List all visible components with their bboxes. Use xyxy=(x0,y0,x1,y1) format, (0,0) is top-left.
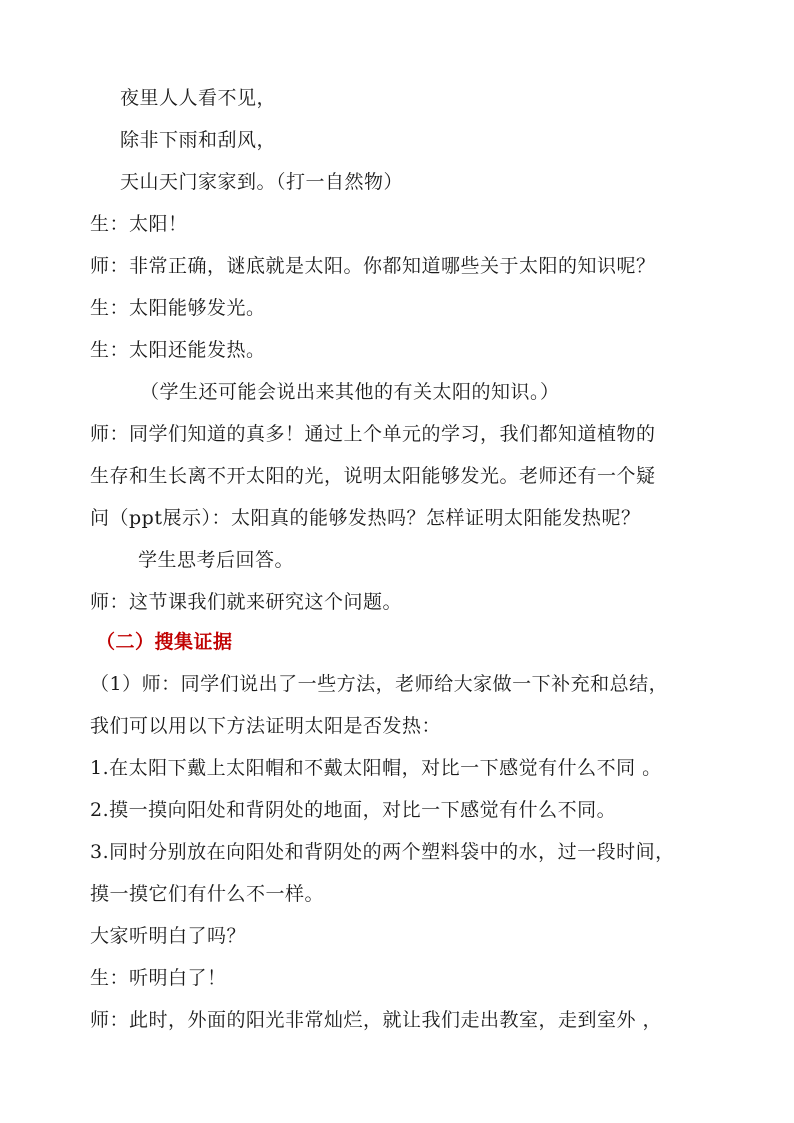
student-answer-3: 生：太阳还能发热。 xyxy=(90,339,266,361)
student-answer-2: 生：太阳能够发光。 xyxy=(90,297,266,319)
question-line: 大家听明白了吗？ xyxy=(90,925,247,947)
teacher-line-3: 师：这节课我们就来研究这个问题。 xyxy=(90,591,403,613)
riddle-line-2: 除非下雨和刮风， xyxy=(120,129,277,151)
method-item-2: 2.摸一摸向阳处和背阴处的地面，对比一下感觉有什么不同。 xyxy=(90,799,617,821)
student-answer-4: 生：听明白了！ xyxy=(90,967,227,989)
student-answer-1: 生：太阳！ xyxy=(90,213,188,235)
riddle-line-1: 夜里人人看不见， xyxy=(120,87,277,109)
note-line: （学生还可能会说出来其他的有关太阳的知识。） xyxy=(140,381,560,403)
riddle-line-3: 天山天门家家到。（打一自然物） xyxy=(120,171,404,193)
method-item-3b: 摸一摸它们有什么不一样。 xyxy=(90,883,325,905)
teacher-line-4b: 我们可以用以下方法证明太阳是否发热： xyxy=(90,715,442,737)
teacher-line-2c: 问（ppt展示）：太阳真的能够发热吗？怎样证明太阳能发热呢？ xyxy=(90,507,641,529)
teacher-line-5: 师：此时，外面的阳光非常灿烂，就让我们走出教室，走到室外 ， xyxy=(90,1009,663,1031)
student-think-line: 学生思考后回答。 xyxy=(138,549,295,571)
teacher-line-4a: （1）师：同学们说出了一些方法，老师给大家做一下补充和总结， xyxy=(90,673,669,695)
teacher-line-2a: 师：同学们知道的真多！通过上个单元的学习，我们都知道植物的 xyxy=(90,423,656,445)
method-item-1: 1.在太阳下戴上太阳帽和不戴太阳帽，对比一下感觉有什么不同 。 xyxy=(90,757,662,779)
teacher-line-1: 师：非常正确，谜底就是太阳。你都知道哪些关于太阳的知识呢？ xyxy=(90,255,656,277)
teacher-line-2b: 生存和生长离不开太阳的光，说明太阳能够发光。老师还有一个疑 xyxy=(90,465,656,487)
method-item-3a: 3.同时分别放在向阳处和背阴处的两个塑料袋中的水，过一段时间， xyxy=(90,841,675,863)
section-heading-evidence: （二）搜集证据 xyxy=(96,631,233,653)
